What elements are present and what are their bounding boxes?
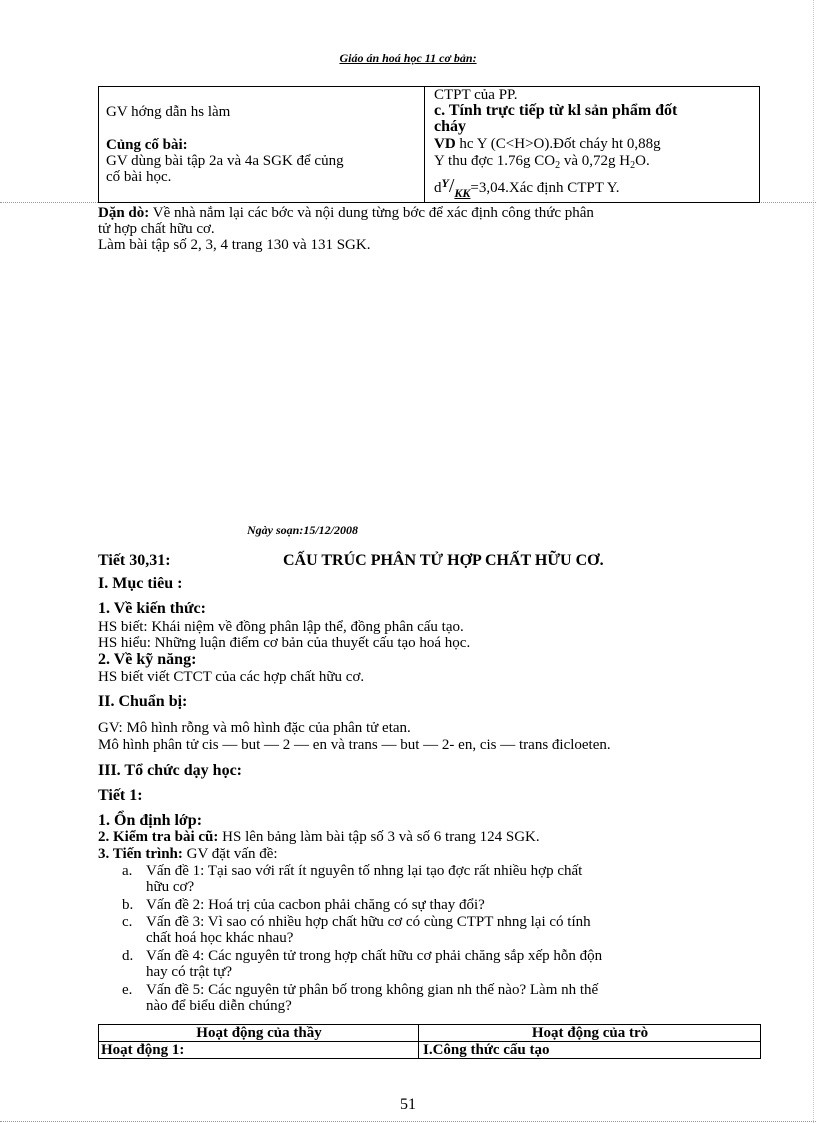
density-prefix: d (434, 180, 442, 196)
issue-d-line1: Vấn đề 4: Các nguyên tử trong hợp chất hữu cơ phải chăng sắp xếp hỗn độn (146, 948, 603, 964)
homework-line3: Làm bài tập số 2, 3, 4 trang 130 và 131 SGK. (98, 237, 371, 253)
preparation-line2: Mô hình phân tử cis — but — 2 — en và trans — but — 2- en, cis — trans đicloeten. (98, 737, 611, 753)
teacher-activity-header: Hoạt động của thầy (196, 1025, 322, 1041)
knowledge-line2: HS hiểu: Những luận điểm cơ bản của thuyết cấu tạo hoá học. (98, 635, 471, 651)
page-bottom-guide (0, 1121, 816, 1122)
issue-c-line1: Vấn đề 3: Vì sao có nhiều hợp chất hữu cơ có cùng CTPT nhng lại có tính (146, 914, 591, 930)
issue-e-line2: nào để biểu diễn chúng? (146, 998, 292, 1014)
page-number: 51 (400, 1096, 416, 1113)
mass-line-mid: và 0,72g H (560, 153, 631, 169)
knowledge-heading: 1. Về kiến thức: (98, 600, 206, 617)
preparation-line1: GV: Mô hình rỗng và mô hình đặc của phân tử etan. (98, 720, 411, 736)
header-title: Giáo án hoá học 11 cơ bản: (339, 51, 477, 65)
fraction-slash: / (448, 175, 455, 197)
issue-c-letter: c. (122, 914, 133, 930)
step1: 1. Ổn định lớp: (98, 812, 203, 829)
page-edge-guide (813, 0, 814, 1123)
issue-a-line2: hữu cơ? (146, 879, 195, 895)
skills-heading: 2. Về kỹ năng: (98, 651, 197, 668)
issue-a-letter: a. (122, 863, 133, 879)
consolidate-heading: Củng cố bài: (106, 137, 188, 153)
lesson-title: CẤU TRÚC PHÂN TỬ HỢP CHẤT HỮU CƠ. (283, 552, 604, 569)
guide-text: GV hớng dẫn hs làm (106, 104, 231, 120)
table-divider (424, 87, 425, 202)
issue-c-line2: chất hoá học khác nhau? (146, 930, 294, 946)
example-line (434, 136, 661, 152)
step3-text: GV đặt vấn đề: (182, 846, 278, 862)
mass-line (434, 153, 650, 174)
activity-table-divider (418, 1024, 419, 1058)
density-denominator: KK (454, 186, 471, 200)
issue-e-line1: Vấn đề 5: Các nguyên tử phân bố trong không gian nh thế nào? Làm nh thế (146, 982, 599, 998)
homework-line2: tử hợp chất hữu cơ. (98, 221, 215, 237)
step2 (98, 829, 540, 845)
activity-header-row (98, 1024, 761, 1042)
density-suffix: =3,04.Xác định CTPT Y. (470, 180, 620, 196)
skills-line1: HS biết viết CTCT của các hợp chất hữu cơ. (98, 669, 365, 685)
density-line (434, 175, 619, 201)
issue-b-line1: Vấn đề 2: Hoá trị của cacbon phải chăng có sự thay đổi? (146, 897, 485, 913)
step3 (98, 846, 278, 862)
homework-line1 (98, 205, 594, 221)
mass-line-pre: Y thu đợc 1.76g CO (434, 153, 556, 169)
step2-text: HS lên bảng làm bài tập số 3 và số 6 trang 124 SGK. (218, 829, 540, 845)
homework-text: Về nhà nắm lại các bớc và nội dung từng bớc để xác định công thức phân (149, 205, 594, 221)
issue-b-letter: b. (122, 897, 134, 913)
preparation-heading: II. Chuẩn bị: (98, 693, 188, 710)
knowledge-line1: HS biết: Khái niệm về đồng phân lập thể, đồng phân cấu tạo. (98, 619, 464, 635)
activity-row-1 (98, 1041, 761, 1059)
issue-d-letter: d. (122, 948, 134, 964)
top-table (98, 86, 760, 203)
ctpt-line: CTPT của PP. (434, 87, 518, 103)
issue-a-line1: Vấn đề 1: Tại sao với rất ít nguyên tố nhng lại tạo đợc rất nhiều hợp chất (146, 863, 583, 879)
density-numerator: Y (441, 176, 449, 190)
objectives-heading: I. Mục tiêu : (98, 575, 183, 592)
period-label: Tiết 30,31: (98, 552, 171, 569)
homework-label: Dặn dò: (98, 205, 150, 221)
consolidate-line2: cố bài học. (106, 169, 172, 185)
example-label: VD (434, 136, 456, 152)
step3-label: 3. Tiến trình: (98, 846, 183, 862)
example-text: hc Y (C<H>O).Đốt cháy ht 0,88g (455, 136, 661, 152)
h2o-subscript: 2 (630, 160, 636, 171)
teacher-activity-1: Hoạt động 1: (101, 1042, 185, 1058)
consolidate-line1: GV dùng bài tập 2a và 4a SGK để củng (106, 153, 344, 169)
activity-table (98, 1024, 759, 1058)
student-activity-header: Hoạt động của trò (531, 1025, 649, 1041)
issue-e-letter: e. (122, 982, 133, 998)
step2-label: 2. Kiểm tra bài cũ: (98, 829, 219, 845)
organization-heading: III. Tổ chức dạy học: (98, 762, 242, 779)
student-activity-1: I.Công thức cấu tạo (423, 1042, 550, 1058)
period1-label: Tiết 1: (98, 787, 143, 804)
co2-subscript: 2 (555, 160, 561, 171)
prep-date: Ngày soạn:15/12/2008 (247, 523, 358, 537)
mass-line-post: O. (635, 153, 650, 169)
issue-d-line2: hay có trật tự? (146, 964, 233, 980)
method-heading-line2: cháy (434, 118, 466, 135)
method-heading-line1: c. Tính trực tiếp từ kl sản phẩm đốt (434, 102, 678, 119)
